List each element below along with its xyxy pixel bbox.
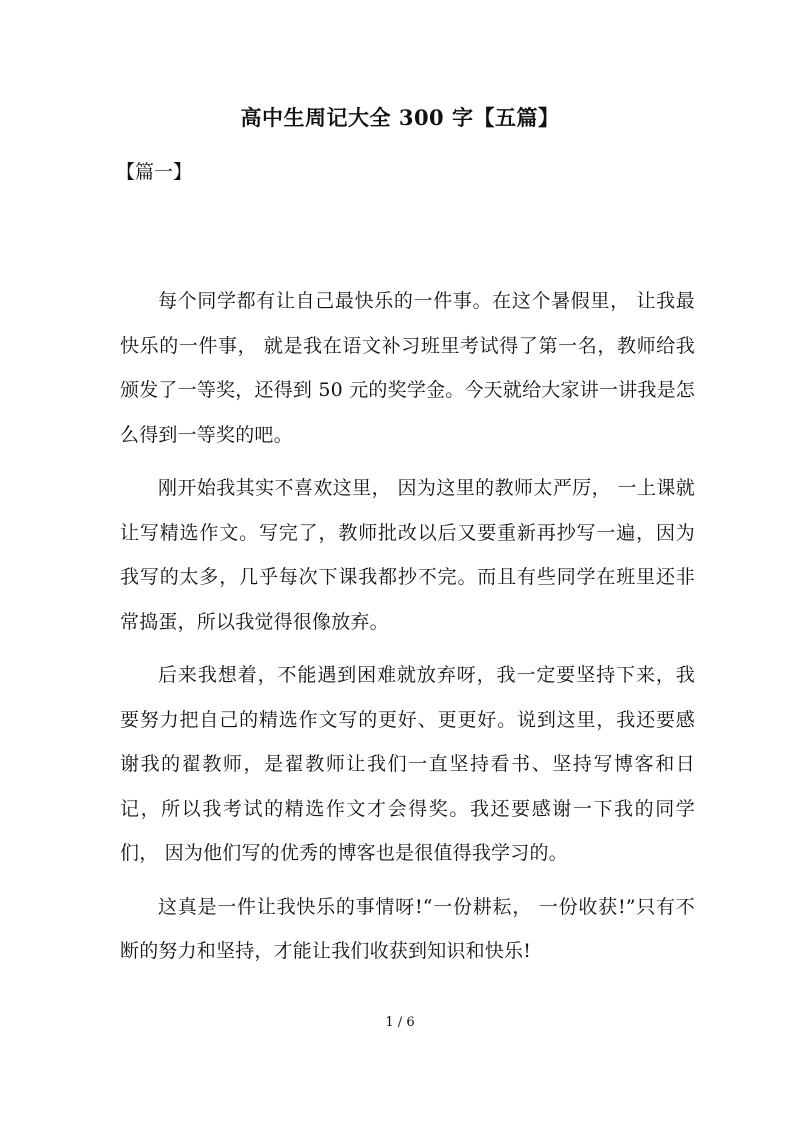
document-title: 高中生周记大全 300 字【五篇】 (240, 105, 560, 130)
section-label: 【篇一】 (116, 161, 193, 183)
body-text (120, 279, 695, 983)
paragraph: 这真是一件让我快乐的事情呀!“一份耕耘， 一份收获!”只有不断的努力和坚持，才能让我们收获到知识和快乐! (120, 895, 695, 962)
paragraph: 后来我想着，不能遇到困难就放弃呀，我一定要坚持下来，我要努力把自己的精选作文写的更好、更更好。说到这里，我还要感谢我的翟教师，是翟教师让我们一直坚持看书、坚持写博客和日记，所以我考试的精选作文才会得奖。我还要感谢一下我的同学们， 因为他们写的优秀的博客也是很值得我学习的。 (120, 664, 695, 864)
paragraph: 每个同学都有让自己最快乐的一件事。在这个暑假里， 让我最快乐的一件事， 就是我在语文补习班里考试得了第一名，教师给我颁发了一等奖，还得到 50 元的奖学金。今天就给大家讲一讲我是怎么得到一等奖的吧。 (120, 290, 695, 446)
paragraph: 刚开始我其实不喜欢这里， 因为这里的教师太严厉， 一上课就让写精选作文。写完了，教师批改以后又要重新再抄写一遍，因为我写的太多，几乎每次下课我都抄不完。而且有些同学在班里还非常捣蛋，所以我觉得很像放弃。 (120, 477, 695, 633)
page-number: 1 / 6 (385, 1015, 415, 1030)
